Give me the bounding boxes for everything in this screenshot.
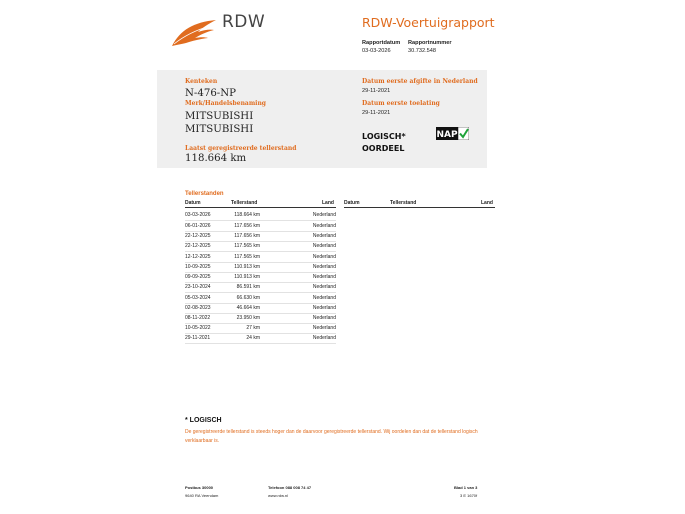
col-land-header: Land: [322, 200, 334, 206]
plate-label: Kenteken: [185, 78, 218, 85]
footer-web[interactable]: www.rdw.nl: [268, 493, 289, 498]
readings-title: Tellerstanden: [185, 191, 224, 197]
row-km: 66.630 km: [236, 295, 260, 301]
row-km: 117.565 km: [234, 243, 260, 249]
col-km-header: Tellerstand: [231, 200, 258, 206]
row-land: Nederland: [312, 295, 336, 301]
col-date-header: Datum: [185, 200, 201, 206]
table-header-rule-2: [344, 207, 495, 208]
row-land: Nederland: [312, 325, 336, 331]
odometer-label: Laatst geregistreerde tellerstand: [185, 145, 297, 152]
footer-postbus: Postbus 30000: [185, 485, 214, 490]
row-land: Nederland: [312, 233, 336, 239]
footer-code: 3 E 1670f: [460, 493, 478, 498]
row-km: 27 km: [246, 325, 260, 331]
report-date-label: Rapportdatum: [362, 40, 401, 46]
report-number: 30.732.548: [408, 48, 436, 54]
row-date: 12-12-2025: [185, 254, 211, 260]
row-date: 05-03-2024: [185, 295, 211, 301]
col-date-header-2: Datum: [344, 200, 360, 206]
svg-text:NAP: NAP: [436, 130, 458, 140]
plate-value: N-476-NP: [185, 88, 237, 99]
table-row: [185, 240, 336, 252]
row-km: 24 km: [246, 335, 260, 341]
model-value: MITSUBISHI: [185, 124, 254, 135]
row-km: 23.950 km: [236, 315, 260, 321]
verdict-line1: LOGISCH*: [362, 132, 406, 141]
row-land: Nederland: [312, 335, 336, 341]
rdw-logo-icon: [170, 18, 218, 48]
table-row: [185, 209, 336, 221]
row-land: Nederland: [312, 305, 336, 311]
row-land: Nederland: [312, 212, 336, 218]
report-number-label: Rapportnummer: [408, 40, 452, 46]
row-land: Nederland: [312, 264, 336, 270]
report-title: RDW-Voertuigrapport: [362, 15, 495, 30]
report-date: 03-03-2026: [362, 48, 391, 54]
first-admission-label: Datum eerste toelating: [362, 100, 440, 107]
verdict-line2: OORDEEL: [362, 144, 405, 153]
row-date: 06-01-2026: [185, 223, 211, 229]
row-km: 118.664 km: [234, 212, 260, 218]
table-header-rule: [185, 207, 336, 208]
row-date: 02-08-2023: [185, 305, 211, 311]
row-land: Nederland: [312, 274, 336, 280]
row-date: 08-11-2022: [185, 315, 211, 321]
row-km: 117.656 km: [234, 223, 260, 229]
note-title: * LOGISCH: [185, 417, 222, 424]
row-date: 23-10-2024: [185, 284, 211, 290]
brand-label: Merk/Handelsbenaming: [185, 100, 267, 107]
row-km: 117.656 km: [234, 233, 260, 239]
row-land: Nederland: [312, 254, 336, 260]
row-km: 110.913 km: [234, 264, 260, 270]
table-row: [185, 332, 336, 344]
brand-value: MITSUBISHI: [185, 111, 254, 122]
col-land-header-2: Land: [481, 200, 493, 206]
row-date: 29-11-2021: [185, 335, 211, 341]
row-km: 86.591 km: [236, 284, 260, 290]
note-text: De geregistreerde tellerstand is steeds hoger dan de daarvoor geregistreerde tellerstand. Wij oordelen dan dat de tellerstand logisch verklaarbaar is.: [185, 429, 478, 444]
row-date: 22-12-2025: [185, 233, 211, 239]
row-land: Nederland: [312, 284, 336, 290]
odometer-value: 118.664 km: [185, 153, 247, 164]
row-date: 22-12-2025: [185, 243, 211, 249]
table-row: [185, 281, 336, 293]
row-date: 10-05-2022: [185, 325, 211, 331]
row-km: 117.565 km: [234, 254, 260, 260]
footer-page: Blad 1 van 3: [454, 485, 478, 490]
footer-city: 9640 RA Veendam: [185, 493, 219, 498]
row-date: 03-03-2026: [185, 212, 211, 218]
first-nl-value: 29-11-2021: [362, 88, 391, 94]
row-km: 110.913 km: [234, 274, 260, 280]
first-admission-value: 29-11-2021: [362, 110, 391, 116]
nap-check-icon: [436, 127, 469, 140]
first-nl-label: Datum eerste afgifte in Nederland: [362, 78, 478, 85]
row-date: 09-09-2025: [185, 274, 211, 280]
logo-text: RDW: [222, 12, 266, 32]
row-land: Nederland: [312, 243, 336, 249]
row-land: Nederland: [312, 223, 336, 229]
row-km: 46.664 km: [236, 305, 260, 311]
col-km-header-2: Tellerstand: [390, 200, 417, 206]
row-date: 10-09-2025: [185, 264, 211, 270]
row-land: Nederland: [312, 315, 336, 321]
footer-phone: Telefoon 088 008 74 47: [268, 485, 312, 490]
